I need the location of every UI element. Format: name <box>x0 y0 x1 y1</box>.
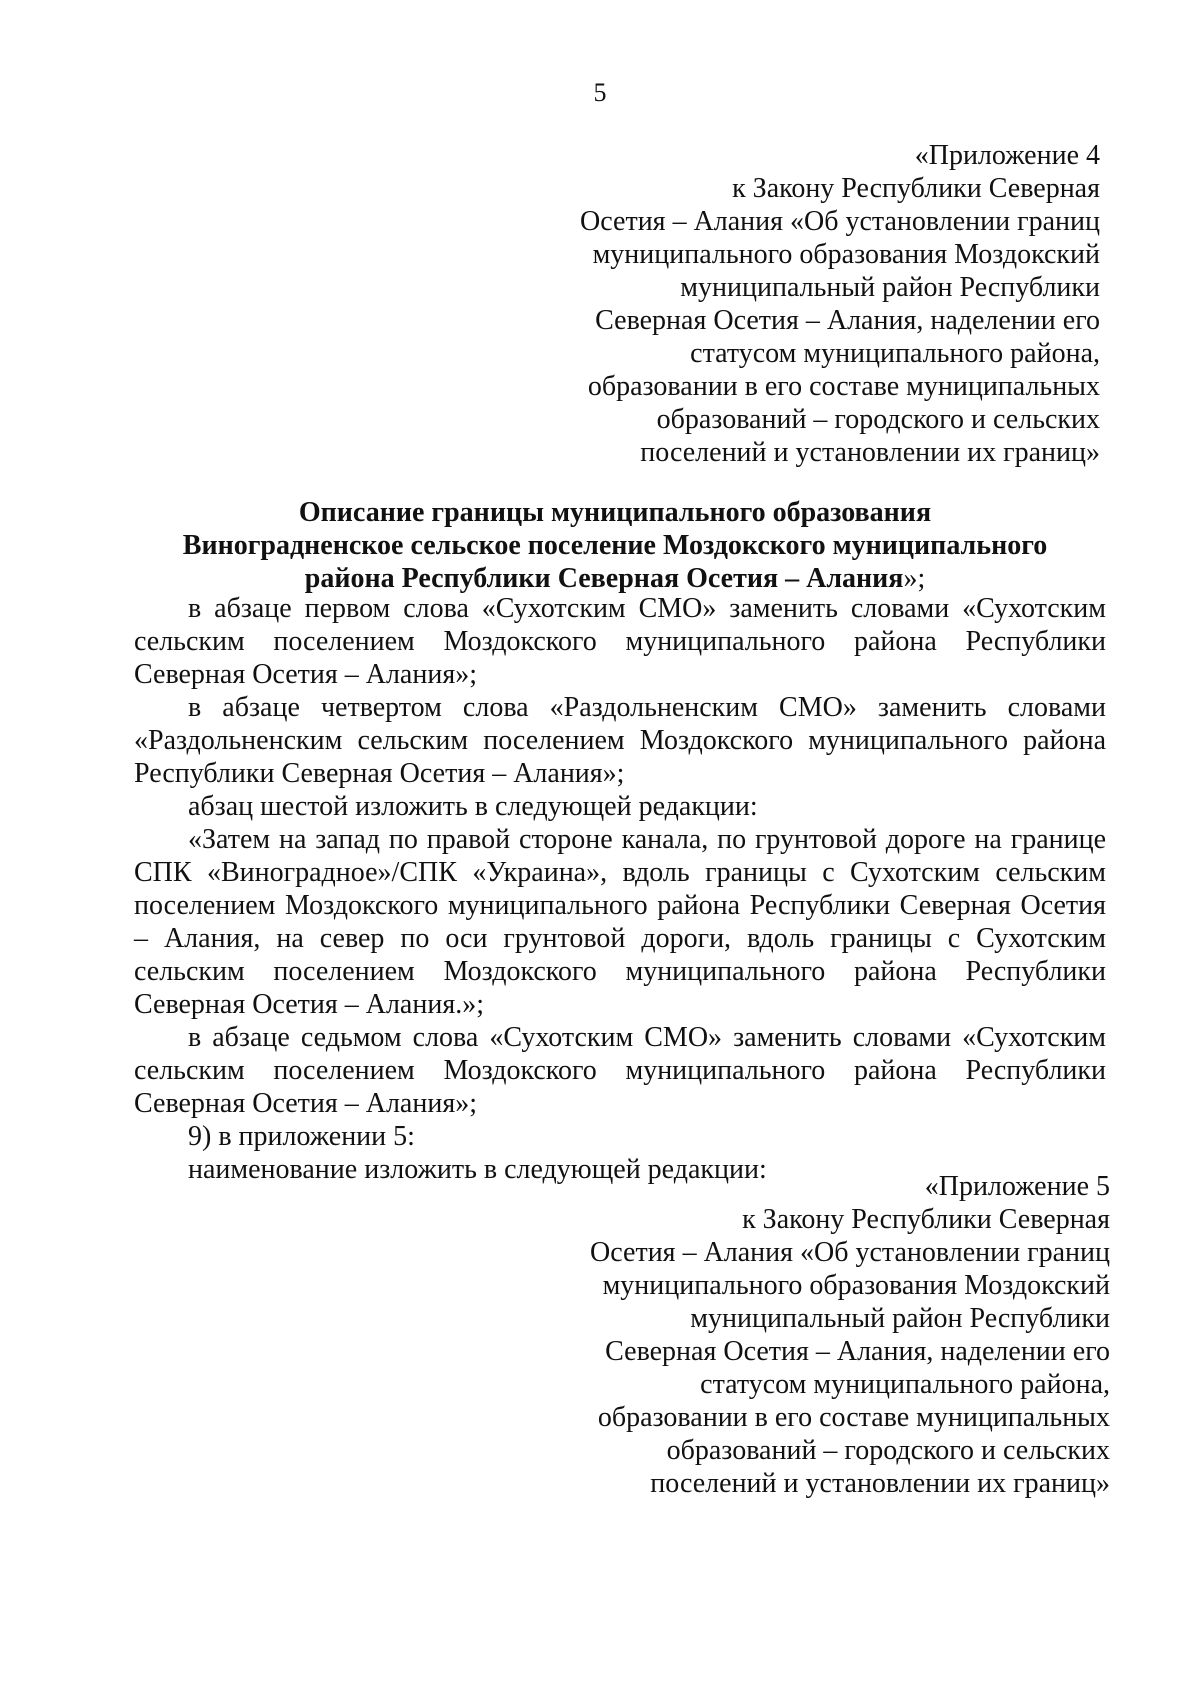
paragraph-1: в абзаце первом слова «Сухотским СМО» заменить словами «Сухотским сельским поселением Моздокского муниципального района Республики Северная Осетия – Алания»; <box>134 593 1106 690</box>
appendix-4-line: «Приложение 4 <box>914 140 1100 171</box>
body-text <box>134 592 1106 1186</box>
appendix-4-line: поселений и установлении их границ» <box>640 437 1100 468</box>
appendix-4-line: статусом муниципального района, <box>690 338 1100 369</box>
appendix-4-line: муниципального образования Моздокский <box>592 239 1100 270</box>
section-heading <box>120 496 1110 595</box>
heading-line-3-tail: »; <box>903 563 926 594</box>
appendix-4-line: Осетия – Алания «Об установлении границ <box>580 206 1100 237</box>
appendix-4-line: к Закону Республики Северная <box>732 173 1100 204</box>
appendix-5-line: муниципальный район Республики <box>690 1303 1110 1334</box>
appendix-5-line: муниципального образования Моздокский <box>602 1270 1110 1301</box>
appendix-5-line: поселений и установлении их границ» <box>650 1468 1110 1499</box>
appendix-5-line: «Приложение 5 <box>924 1171 1110 1202</box>
paragraph-2: в абзаце четвертом слова «Раздольненским СМО» заменить словами «Раздольненским сельским поселением Моздокского муниципального района Республики Северная Осетия – Алания»; <box>134 692 1106 789</box>
appendix-5-line: образований – городского и сельских <box>666 1435 1110 1466</box>
heading-line-3-text: района Республики Северная Осетия – Алания <box>304 563 904 594</box>
appendix-5-line: Северная Осетия – Алания, наделении его <box>605 1336 1110 1367</box>
heading-line-2: Виноградненское сельское поселение Моздокского муниципального <box>182 530 1048 561</box>
appendix-4-line: Северная Осетия – Алания, наделении его <box>595 305 1100 336</box>
heading-line-1: Описание границы муниципального образования <box>298 497 932 528</box>
appendix-4-line: образований – городского и сельских <box>656 404 1100 435</box>
page-number: 5 <box>593 78 607 107</box>
appendix-4-line: образовании в его составе муниципальных <box>587 371 1100 402</box>
paragraph-7: наименование изложить в следующей редакции: <box>188 1154 767 1185</box>
appendix-5-line: Осетия – Алания «Об установлении границ <box>590 1237 1110 1268</box>
appendix-5-line: образовании в его составе муниципальных <box>597 1402 1110 1433</box>
appendix-5-line: статусом муниципального района, <box>700 1369 1110 1400</box>
appendix-5-line: к Закону Республики Северная <box>742 1204 1110 1235</box>
paragraph-3: абзац шестой изложить в следующей редакции: <box>188 791 758 822</box>
paragraph-5: в абзаце седьмом слова «Сухотским СМО» заменить словами «Сухотским сельским поселением Моздокского муниципального района Республики Северная Осетия – Алания»; <box>134 1022 1106 1119</box>
appendix-4-header <box>200 139 1100 469</box>
paragraph-4: «Затем на запад по правой стороне канала, по грунтовой дороге на границе СПК «Виноградное»/СПК «Украина», вдоль границы с Сухотским сельским поселением Моздокского муниципального района Республики Северная Осетия – Алания, на север по оси грунтовой дороги, вдоль границы с Сухотским сельским поселением Моздокского муниципального района Республики Северная Осетия – Алания.»; <box>134 824 1106 1020</box>
appendix-5-header <box>210 1170 1110 1500</box>
appendix-4-line: муниципальный район Республики <box>680 272 1100 303</box>
paragraph-6: 9) в приложении 5: <box>188 1121 415 1152</box>
heading-line-3 <box>120 562 1110 595</box>
